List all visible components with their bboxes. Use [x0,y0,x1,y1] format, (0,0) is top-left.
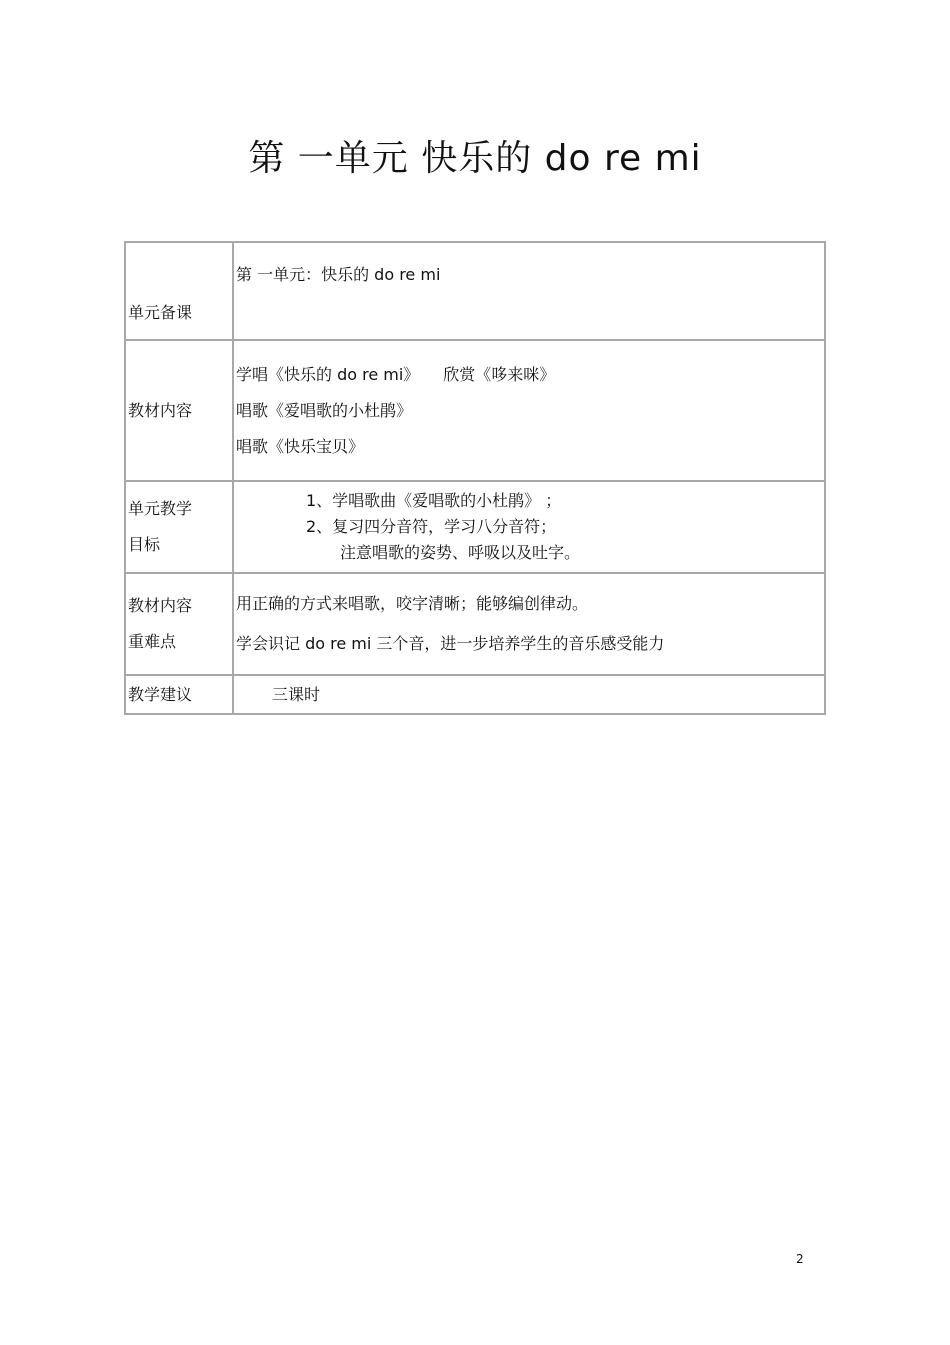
content-line: 学唱《快乐的 do re mi》 欣赏《哆来咪》 [236,364,556,384]
row-label [125,481,233,573]
goal-item: 1、学唱歌曲《爱唱歌的小杜鹃》 ； [306,491,562,510]
page-title: 第 一单元 快乐的 do re mi [248,138,702,179]
label-line: 目标 [128,535,161,554]
row-label: 单元备课 [125,242,233,340]
content-line: 唱歌《快乐宝贝》 [236,436,365,456]
content-line: 学会识记 do re mi 三个音，进一步培养学生的音乐感受能力 [236,634,665,653]
table-row [125,481,825,573]
row-value [233,573,825,675]
content-line: 用正确的方式来唱歌，咬字清晰；能够编创律动。 [236,594,589,613]
row-value [233,340,825,481]
lesson-plan-table [124,241,826,715]
label-line: 教材内容 [128,596,193,615]
row-label: 教材内容 [125,340,233,481]
row-value: 第 一单元：快乐的 do re mi [233,242,825,340]
row-value [233,481,825,573]
goal-item: 2、复习四分音符，学习八分音符； [306,517,557,536]
row-value: 三课时 [233,675,825,714]
label-line: 重难点 [128,632,177,651]
goal-item: 注意唱歌的姿势、呼吸以及吐字。 [340,543,581,562]
row-label [125,573,233,675]
row-label: 教学建议 [125,675,233,714]
table-row [125,573,825,675]
page-number: 2 [796,1252,804,1266]
table-row [125,675,825,714]
content-line: 唱歌《爱唱歌的小杜鹃》 [236,400,413,420]
table-row [125,242,825,340]
table-row [125,340,825,481]
label-line: 单元教学 [128,499,193,518]
